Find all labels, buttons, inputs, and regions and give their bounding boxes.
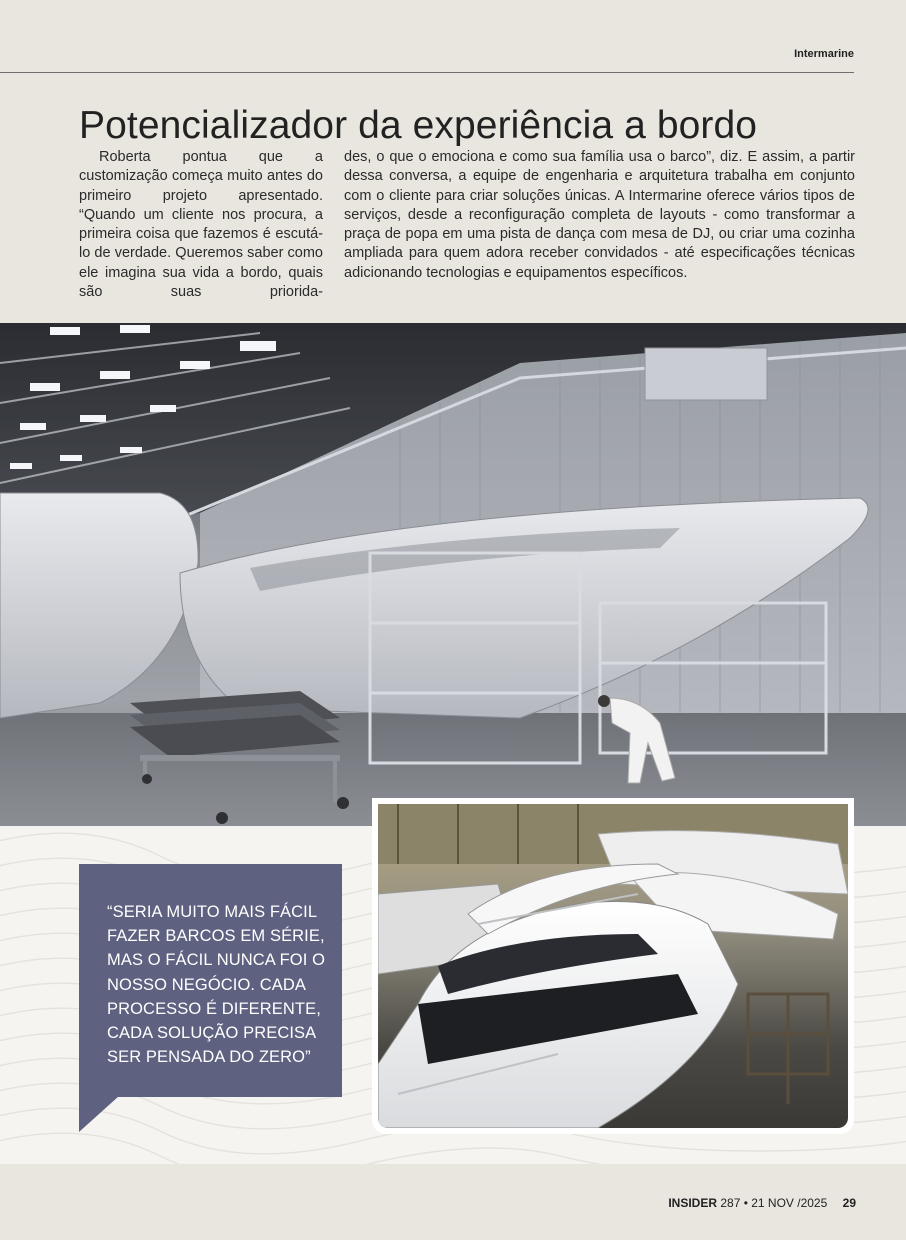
footer-issue: 287 • 21 NOV /2025 [720, 1196, 828, 1210]
yacht-photo [378, 804, 848, 1128]
pullquote-text: “SERIA MUITO MAIS FÁCIL FAZER BARCOS EM SÉRIE, MAS O FÁCIL NUNCA FOI O NOSSO NEGÓCIO. CADA PROCESSO É DIFERENTE, CADA SOLUÇÃO PRECISA SER PENSADA DO ZERO” [107, 903, 326, 1067]
yacht-photo-frame [372, 798, 854, 1134]
pullquote-tail [79, 1096, 119, 1132]
article-column-1 [79, 148, 323, 302]
page-footer [668, 1196, 856, 1210]
yacht-illustration [378, 804, 848, 1128]
page-number: 29 [842, 1196, 856, 1210]
hero-illustration [0, 323, 906, 826]
column-1-text: Roberta pontua que a customização começa muito antes do primeiro projeto apresentado. “Quando um cliente nos procura, a primeira coisa que fazemos é escutá-lo de verdade. Queremos saber como ele imagina sua vida a bordo, quais são suas priorida- [79, 149, 323, 301]
section-label: Intermarine [794, 48, 854, 60]
hero-photo-boat-factory [0, 323, 906, 826]
footer-magazine: INSIDER [668, 1196, 717, 1210]
article-title: Potencializador da experiência a bordo [79, 104, 758, 147]
article-column-2 [344, 148, 855, 283]
column-2-text: des, o que o emociona e como sua família usa o barco”, diz. E assim, a partir dessa conversa, a equipe de engenharia e arquitetura trabalha em conjunto com o cliente para criar soluções únicas. A Intermarine oferece vários tipos de serviços, desde a reconfiguração completa de layouts - como transformar a praça de popa em uma pista de dança com mesa de DJ, ou criar uma cozinha ampliada para quem adora receber convidados - até especificações técnicas adicionando tecnologias e equipamentos específicos. [344, 149, 855, 281]
top-rule [0, 72, 854, 73]
